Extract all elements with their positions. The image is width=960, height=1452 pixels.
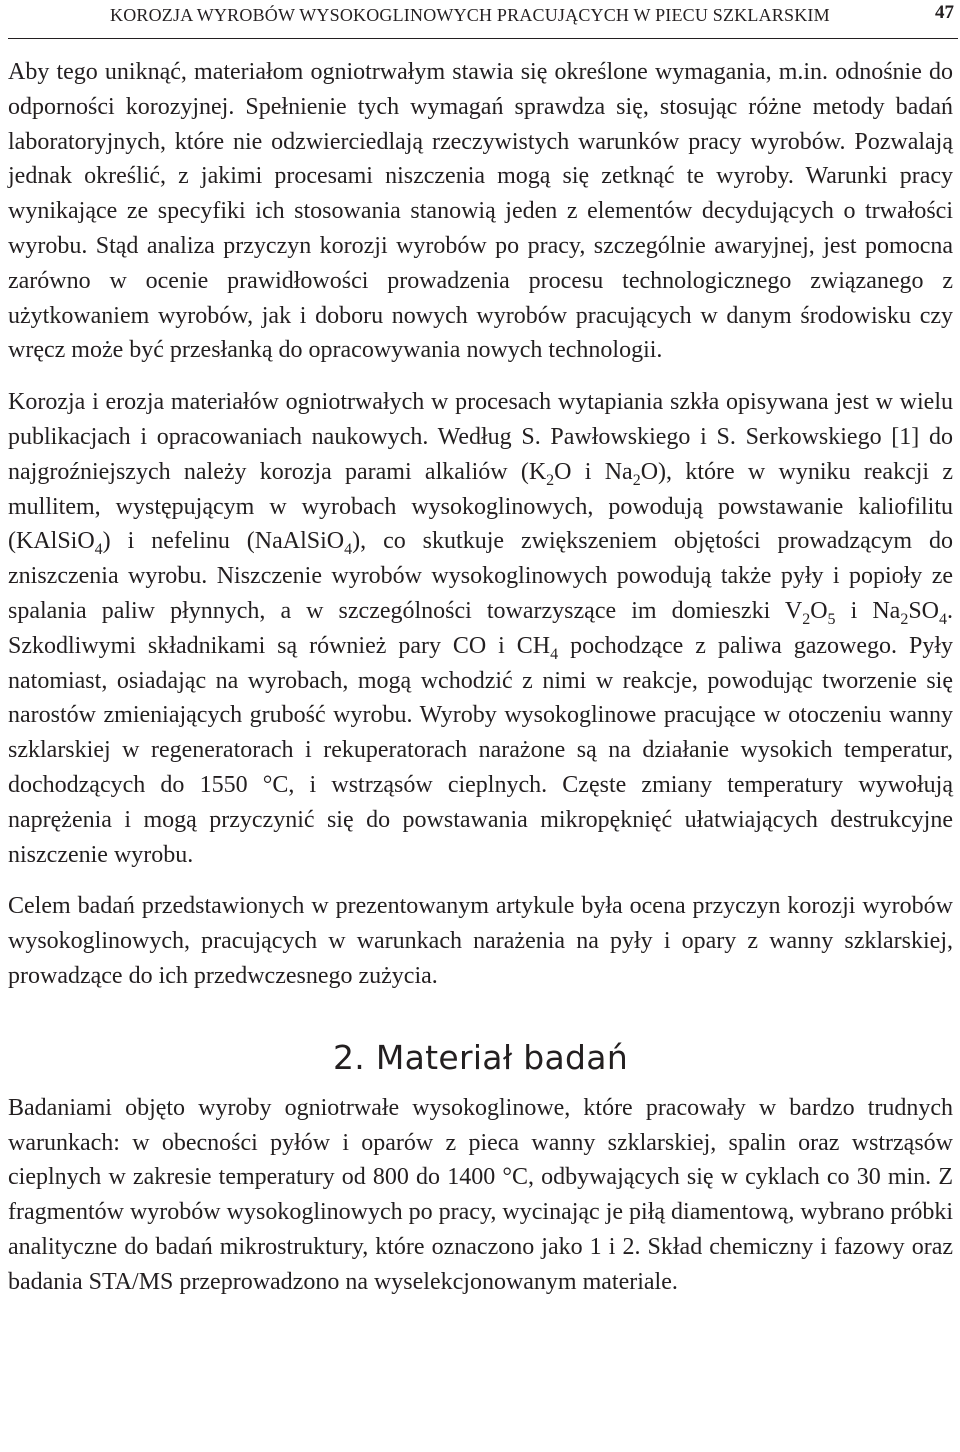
subscript: 4 [550,645,559,663]
subscript: 2 [900,610,909,628]
paragraph-2-text: Korozja i erozja materiałów ogniotrwałych w procesach wytapiania szkła opisywana jest w wielu publikacjach i opracowaniach naukowych. Według S. Pawłowskiego i S. Serkowskiego [1] do najgroźniejszych należy korozja parami alkaliów (K [8,389,953,485]
section-heading: 2. Materiał badań [332,1037,629,1077]
page-number: 47 [935,2,954,23]
subscript: 4 [344,541,353,559]
subscript: 4 [939,610,948,628]
paragraph-2-text: i Na [835,597,901,624]
paragraph-1: Aby tego uniknąć, materiałom ogniotrwałym stawia się określone wymagania, m.in. odnośnie do odporności korozyjnej. Spełnienie tych wymagań sprawdza się, stosując różne metody badań laboratoryjnych, które nie odzwierciedlają rzeczywistych warunków pracy wyrobów. Pozwalają jednak określić, z jakimi procesami niszczenia mogą się zetknąć te wyroby. Warunki pracy wynikające ze specyfiki ich stosowania stanowią jeden z elementów decydujących o trwałości wyrobu. Stąd analiza przyczyn korozji wyrobów po pracy, szczególnie awaryjnej, jest pomocna zarówno w ocenie prawidłowości prowadzenia procesu technologicznego związanego z użytkowaniem wyrobów, jak i doboru nowych wyrobów pracujących w danym środowisku czy wręcz może być przesłanką do opracowywania nowych technologii. [8,59,953,364]
running-header [8,0,958,39]
paragraph-3: Celem badań przedstawionych w prezentowanym artykule była ocena przyczyn korozji wyrobów wysokoglinowych, pracujących w warunkach narażenia na pyły i opary z wanny szklarskiej, prowadzące do ich przedwczesnego zużycia. [8,893,953,989]
paragraph-4: Badaniami objęto wyroby ogniotrwałe wysokoglinowe, które pracowały w bardzo trudnych warunkach: w obecności pyłów i oparów z pieca wanny szklarskiej, spalin oraz wstrząsów cieplnych w zakresie temperatury od 800 do 1400 °C, odbywających się w cyklach co 30 min. Z fragmentów wyrobów wysokoglinowych po pracy, wycinając je piłą diamentową, wybrano próbki analityczne do badań mikrostruktury, które oznaczono jako 1 i 2. Skład chemiczny i fazowy oraz badania STA/MS przeprowadzono na wyselekcjonowanym materiale. [8,1094,953,1295]
paragraph-2 [8,385,953,872]
paragraph-2-text: ) i nefelinu (NaAlSiO [102,528,345,555]
paragraph-2-text: SO [908,597,940,624]
paragraph-2-text: . Szkodliwymi składnikami są również pary CO i CH [8,597,954,659]
subscript: 2 [802,610,811,628]
paragraph-2-text: O [810,597,828,624]
subscript: 2 [632,471,641,489]
subscript: 4 [94,541,103,559]
paragraph-2-text: ), co skutkuje zwiększeniem objętości prowadzącym do zniszczenia wyrobu. Niszczenie wyrobów wysokoglinowych powodują także pyły i popioły ze spalania paliw płynnych, a w szczególności towarzyszące im domieszki V [8,528,953,624]
body-text [8,55,953,1300]
paragraph-2-text: O), które w wyniku reakcji z mullitem, występującym w wyrobach wysokoglinowych, powodują powstawanie kaliofilitu (KAlSiO [8,458,954,555]
running-title: KOROZJA WYROBÓW WYSOKOGLINOWYCH PRACUJĄCYCH W PIECU SZKLARSKIM [110,5,830,25]
paragraph-2-text: O i Na [554,458,633,485]
subscript: 5 [827,610,836,628]
paragraph-2-text: pochodzące z paliwa gazowego. Pyły natomiast, osiadając na wyrobach, mogą wchodzić z nimi w reakcje, powodując tworzenie się narostów zmieniających grubość wyrobu. Wyroby wysokoglinowe pracujące w otoczeniu wanny szklarskiej w regeneratorach i rekuperatorach narażone są na działanie wysokich temperatur, dochodzących do 1550 °C, i wstrząsów cieplnych. Częste zmiany temperatury wywołują naprężenia i mogą przyczynić się do powstawania mikropęknięć ułatwiających destrukcyjne niszczenie wyrobu. [8,632,953,868]
subscript: 2 [546,471,555,489]
